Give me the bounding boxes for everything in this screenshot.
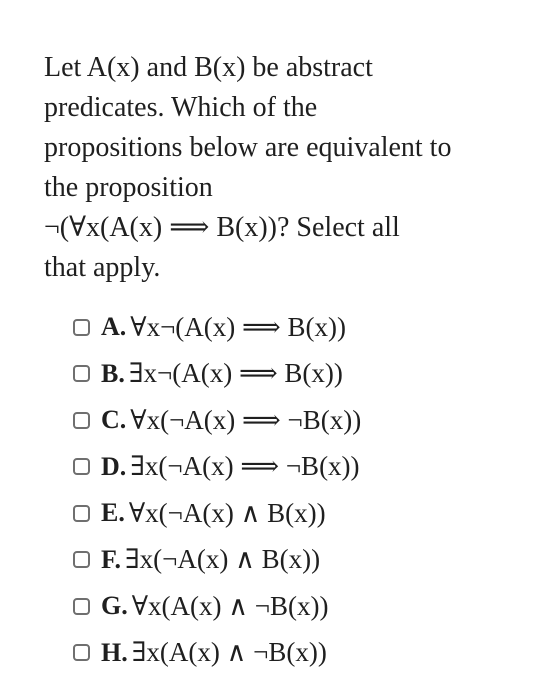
checkbox-a[interactable] bbox=[73, 319, 90, 336]
option-formula: ∀x(¬A(x) ∧ B(x)) bbox=[128, 497, 326, 528]
option-a[interactable] bbox=[73, 304, 523, 350]
option-letter: G. bbox=[101, 591, 128, 620]
checkbox-h[interactable] bbox=[73, 644, 90, 661]
option-letter: C. bbox=[101, 405, 127, 434]
question-line: Let A(x) and B(x) be abstract bbox=[44, 52, 373, 83]
option-formula: ∃x¬(A(x) ⟹ B(x)) bbox=[128, 358, 343, 388]
question-text bbox=[44, 48, 514, 288]
question-line: propositions below are equivalent to bbox=[44, 132, 452, 163]
checkbox-b[interactable] bbox=[73, 365, 90, 382]
option-c[interactable] bbox=[73, 397, 523, 443]
option-formula: ∀x(¬A(x) ⟹ ¬B(x)) bbox=[130, 404, 362, 435]
option-letter: A. bbox=[101, 312, 127, 341]
option-b[interactable] bbox=[73, 351, 523, 397]
question-line: the proposition bbox=[44, 172, 213, 203]
option-h[interactable] bbox=[73, 630, 523, 676]
question-line: predicates. Which of the bbox=[44, 92, 318, 123]
question-line: ¬(∀x(A(x) ⟹ B(x))? Select all bbox=[44, 212, 400, 243]
checkbox-e[interactable] bbox=[73, 505, 90, 522]
option-letter: E. bbox=[101, 498, 125, 527]
option-formula: ∃x(¬A(x) ⟹ ¬B(x)) bbox=[130, 451, 360, 481]
option-d[interactable] bbox=[73, 444, 523, 490]
option-formula: ∀x¬(A(x) ⟹ B(x)) bbox=[130, 311, 346, 342]
checkbox-c[interactable] bbox=[73, 412, 90, 429]
option-formula: ∃x(¬A(x) ∧ B(x)) bbox=[125, 544, 321, 574]
option-g[interactable] bbox=[73, 583, 523, 629]
checkbox-d[interactable] bbox=[73, 458, 90, 475]
option-letter: B. bbox=[101, 358, 125, 388]
option-letter: H. bbox=[101, 637, 128, 667]
option-formula: ∃x(A(x) ∧ ¬B(x)) bbox=[131, 637, 327, 667]
option-f[interactable] bbox=[73, 537, 523, 583]
checkbox-f[interactable] bbox=[73, 551, 90, 568]
question-line: that apply. bbox=[44, 252, 161, 283]
answer-options bbox=[73, 304, 523, 676]
option-letter: F. bbox=[101, 544, 121, 574]
option-formula: ∀x(A(x) ∧ ¬B(x)) bbox=[131, 590, 329, 621]
checkbox-g[interactable] bbox=[73, 598, 90, 615]
option-e[interactable] bbox=[73, 490, 523, 536]
option-letter: D. bbox=[101, 451, 127, 481]
